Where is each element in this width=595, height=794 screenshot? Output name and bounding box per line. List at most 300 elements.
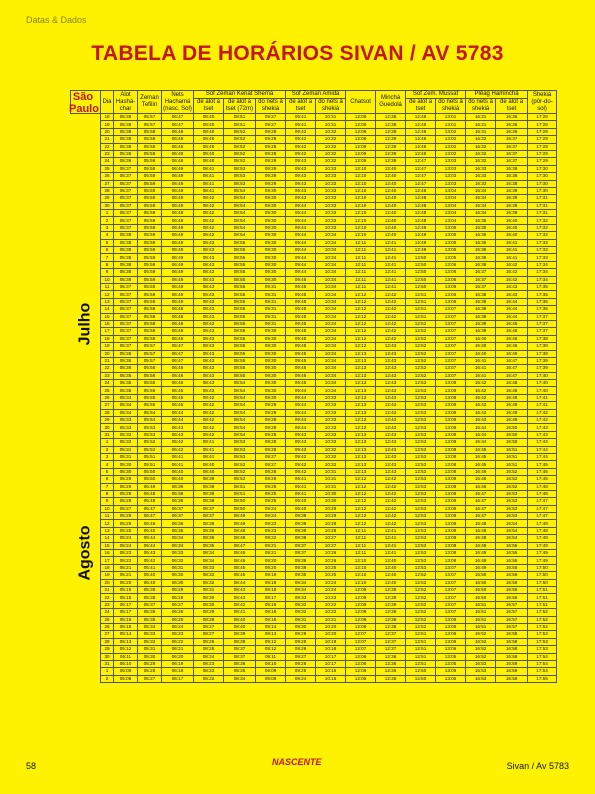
time-cell: 17:54 [528, 653, 557, 660]
time-cell: 12:11 [346, 239, 376, 246]
time-cell: 17:45 [528, 468, 557, 475]
time-cell: 09:26 [286, 660, 316, 667]
time-cell: 12:13 [346, 439, 376, 446]
time-cell: 12:12 [346, 298, 376, 305]
time-cell: 08:23 [194, 660, 224, 667]
table-body [71, 114, 557, 683]
time-cell: 06:48 [162, 313, 194, 320]
time-cell: 12:53 [406, 380, 436, 387]
time-cell: 12:08 [346, 128, 376, 135]
time-cell: 09:23 [256, 527, 286, 534]
month-cell [71, 276, 101, 283]
time-cell: 16:55 [496, 542, 528, 549]
time-cell: 08:42 [194, 210, 224, 217]
time-cell: 09:44 [286, 254, 316, 261]
time-cell: 10:34 [316, 372, 346, 379]
time-cell: 12:35 [376, 675, 406, 682]
time-cell: 12:36 [376, 668, 406, 675]
time-cell: 16:47 [496, 372, 528, 379]
time-cell: 05:59 [138, 195, 162, 202]
time-cell: 13:06 [436, 283, 466, 290]
time-cell: 05:59 [138, 247, 162, 254]
time-cell: 08:37 [224, 653, 256, 660]
time-cell: 08:54 [224, 394, 256, 401]
time-cell: 09:31 [256, 283, 286, 290]
time-cell: 16:50 [466, 579, 496, 586]
time-cell: 09:26 [256, 483, 286, 490]
time-cell: 08:48 [224, 535, 256, 542]
time-cell: 08:43 [194, 335, 224, 342]
month-cell [71, 232, 101, 239]
table-row [71, 291, 557, 298]
time-cell: 09:30 [256, 254, 286, 261]
table-row [71, 150, 557, 157]
time-cell: 05:50 [138, 476, 162, 483]
time-cell: 08:41 [194, 165, 224, 172]
time-cell: 08:53 [224, 439, 256, 446]
header-mussaf-b: do nets à shekiá [436, 99, 466, 114]
time-cell: 10:34 [316, 247, 346, 254]
time-cell: 09:28 [256, 431, 286, 438]
time-cell: 06:48 [162, 335, 194, 342]
time-cell: 10:32 [316, 143, 346, 150]
time-cell: 16:56 [496, 587, 528, 594]
time-cell: 08:52 [224, 150, 256, 157]
time-cell: 16:53 [496, 498, 528, 505]
time-cell: 12:49 [406, 239, 436, 246]
time-cell: 12:10 [346, 232, 376, 239]
time-cell: 08:36 [224, 660, 256, 667]
time-cell: 08:43 [194, 357, 224, 364]
time-cell: 16:52 [496, 483, 528, 490]
time-cell: 08:42 [194, 394, 224, 401]
time-cell: 05:31 [114, 453, 138, 460]
time-cell: 09:30 [256, 380, 286, 387]
time-cell: 13:08 [436, 446, 466, 453]
time-cell: 06:17 [162, 675, 194, 682]
time-cell: 16:52 [466, 646, 496, 653]
time-cell: 16:41 [466, 357, 496, 364]
time-cell: 12:40 [376, 217, 406, 224]
header-amida-b: do nets à shekiá [316, 99, 346, 114]
time-cell: 06:44 [162, 409, 194, 416]
time-cell: 17:51 [528, 601, 557, 608]
time-cell: 06:46 [162, 380, 194, 387]
time-cell: 16:39 [496, 210, 528, 217]
time-cell: 12:12 [346, 313, 376, 320]
time-cell: 10:33 [316, 439, 346, 446]
time-cell: 08:55 [224, 291, 256, 298]
time-cell: 09:24 [286, 675, 316, 682]
time-cell: 17:29 [528, 158, 557, 165]
time-cell: 13:05 [436, 224, 466, 231]
month-cell [71, 247, 101, 254]
time-cell: 12:52 [406, 609, 436, 616]
time-cell: 12:08 [346, 609, 376, 616]
time-cell: 09:29 [256, 409, 286, 416]
time-cell: 12:53 [406, 453, 436, 460]
table-row [71, 335, 557, 342]
time-cell: 09:42 [286, 453, 316, 460]
table-row [71, 343, 557, 350]
time-cell: 09:30 [256, 343, 286, 350]
time-cell: 17:31 [528, 210, 557, 217]
time-cell: 08:55 [224, 306, 256, 313]
time-cell: 12:40 [376, 572, 406, 579]
time-cell: 09:45 [286, 283, 316, 290]
time-cell: 12:50 [406, 276, 436, 283]
time-cell: 05:51 [138, 461, 162, 468]
table-row [71, 623, 557, 630]
time-cell: 16:45 [466, 446, 496, 453]
time-cell: 13:07 [436, 306, 466, 313]
time-cell: 08:40 [194, 143, 224, 150]
time-cell: 16:51 [466, 601, 496, 608]
time-cell: 09:34 [286, 579, 316, 586]
time-cell: 09:37 [286, 542, 316, 549]
time-cell: 08:42 [194, 409, 224, 416]
time-cell: 09:32 [286, 601, 316, 608]
time-cell: 05:59 [138, 298, 162, 305]
time-cell: 10:34 [316, 261, 346, 268]
time-cell: 17:31 [528, 195, 557, 202]
time-cell: 12:12 [346, 505, 376, 512]
time-cell: 16:40 [466, 335, 496, 342]
time-cell: 12:10 [346, 202, 376, 209]
time-cell: 06:49 [162, 217, 194, 224]
day-cell: 16 [101, 550, 114, 557]
time-cell: 17:36 [528, 298, 557, 305]
time-cell: 09:22 [256, 535, 286, 542]
time-cell: 08:55 [224, 343, 256, 350]
time-cell: 09:27 [256, 461, 286, 468]
time-cell: 06:49 [162, 254, 194, 261]
time-cell: 17:33 [528, 239, 557, 246]
day-cell: 13 [101, 527, 114, 534]
time-cell: 08:43 [224, 594, 256, 601]
time-cell: 13:05 [436, 653, 466, 660]
section-label: Datas & Dados [26, 15, 87, 25]
time-cell: 08:40 [194, 468, 224, 475]
time-cell: 06:43 [162, 424, 194, 431]
time-cell: 06:41 [162, 453, 194, 460]
time-cell: 05:53 [138, 431, 162, 438]
time-cell: 13:03 [436, 165, 466, 172]
time-cell: 17:39 [528, 350, 557, 357]
time-cell: 12:52 [406, 350, 436, 357]
time-cell: 10:20 [316, 631, 346, 638]
time-cell: 05:58 [138, 136, 162, 143]
time-cell: 05:35 [114, 372, 138, 379]
time-cell: 08:35 [194, 535, 224, 542]
time-cell: 05:34 [114, 394, 138, 401]
time-cell: 06:49 [162, 224, 194, 231]
time-cell: 05:26 [114, 520, 138, 527]
time-cell: 08:35 [194, 542, 224, 549]
time-cell: 12:42 [376, 513, 406, 520]
time-cell: 09:16 [256, 601, 286, 608]
time-cell: 17:28 [528, 114, 557, 121]
time-cell: 08:43 [194, 313, 224, 320]
time-cell: 17:39 [528, 365, 557, 372]
time-cell: 09:28 [256, 150, 286, 157]
time-cell: 10:33 [316, 195, 346, 202]
time-cell: 12:53 [406, 505, 436, 512]
time-cell: 09:09 [256, 668, 286, 675]
time-cell: 05:59 [138, 210, 162, 217]
time-cell: 05:36 [114, 357, 138, 364]
time-cell: 16:44 [496, 313, 528, 320]
time-cell: 12:38 [376, 623, 406, 630]
time-cell: 12:12 [346, 513, 376, 520]
time-cell: 06:49 [162, 210, 194, 217]
time-cell: 12:47 [406, 158, 436, 165]
table-row [71, 417, 557, 424]
time-cell: 09:42 [286, 128, 316, 135]
time-cell: 08:55 [224, 357, 256, 364]
time-cell: 16:42 [496, 276, 528, 283]
time-cell: 05:59 [138, 217, 162, 224]
time-cell: 08:47 [224, 542, 256, 549]
time-cell: 16:44 [496, 306, 528, 313]
time-cell: 09:17 [256, 594, 286, 601]
time-cell: 08:40 [194, 136, 224, 143]
time-cell: 13:08 [436, 424, 466, 431]
time-cell: 09:45 [286, 328, 316, 335]
time-cell: 12:51 [406, 306, 436, 313]
time-cell: 13:07 [436, 313, 466, 320]
header-amida: Sof Zeman Amidá [286, 91, 346, 99]
time-cell: 10:34 [316, 283, 346, 290]
time-cell: 05:22 [114, 557, 138, 564]
table-row [71, 476, 557, 483]
time-cell: 16:50 [496, 439, 528, 446]
time-cell: 16:45 [466, 453, 496, 460]
time-cell: 05:56 [138, 380, 162, 387]
time-cell: 08:54 [224, 224, 256, 231]
time-cell: 09:43 [286, 165, 316, 172]
time-cell: 08:50 [224, 505, 256, 512]
month-cell [71, 210, 101, 217]
time-cell: 08:51 [224, 114, 256, 121]
day-cell: 20 [101, 579, 114, 586]
time-cell: 12:12 [346, 328, 376, 335]
day-cell: 21 [101, 587, 114, 594]
header-amida-a: de alot a tset [286, 99, 316, 114]
time-cell: 13:04 [436, 210, 466, 217]
time-cell: 16:38 [466, 298, 496, 305]
time-cell: 12:53 [406, 490, 436, 497]
day-cell: 1 [101, 668, 114, 675]
time-cell: 12:06 [346, 668, 376, 675]
time-cell: 08:43 [194, 343, 224, 350]
time-cell: 16:55 [496, 550, 528, 557]
time-cell: 09:42 [286, 468, 316, 475]
time-cell: 08:40 [194, 150, 224, 157]
time-cell: 05:59 [138, 291, 162, 298]
time-cell: 12:40 [376, 564, 406, 571]
time-cell: 17:29 [528, 150, 557, 157]
time-cell: 08:49 [224, 520, 256, 527]
day-cell: 18 [101, 335, 114, 342]
time-cell: 16:52 [466, 638, 496, 645]
time-cell: 16:46 [496, 343, 528, 350]
time-cell: 05:54 [138, 409, 162, 416]
month-cell [71, 646, 101, 653]
day-cell: 3 [101, 224, 114, 231]
time-cell: 10:15 [316, 675, 346, 682]
table-row [71, 165, 557, 172]
time-cell: 17:37 [528, 328, 557, 335]
header-chatsot: Chatsot [346, 91, 376, 114]
time-cell: 09:44 [286, 224, 316, 231]
time-cell: 12:43 [376, 453, 406, 460]
time-cell: 06:24 [162, 623, 194, 630]
time-cell: 12:51 [406, 638, 436, 645]
time-cell: 16:31 [466, 121, 496, 128]
time-cell: 17:44 [528, 453, 557, 460]
time-cell: 10:25 [316, 572, 346, 579]
table-row [71, 505, 557, 512]
day-cell: 23 [101, 372, 114, 379]
time-cell: 16:59 [496, 675, 528, 682]
time-cell: 09:30 [256, 187, 286, 194]
time-cell: 17:40 [528, 372, 557, 379]
time-cell: 16:47 [466, 490, 496, 497]
day-cell: 3 [101, 453, 114, 460]
time-cell: 05:56 [138, 372, 162, 379]
time-cell: 13:06 [436, 298, 466, 305]
page-title: TABELA DE HORÁRIOS SIVAN / AV 5783 [91, 42, 504, 65]
time-cell: 12:12 [346, 483, 376, 490]
month-cell [71, 439, 101, 446]
time-cell: 09:45 [286, 276, 316, 283]
time-cell: 05:19 [114, 587, 138, 594]
time-cell: 16:42 [466, 394, 496, 401]
table-row [71, 232, 557, 239]
time-cell: 06:43 [162, 431, 194, 438]
time-cell: 08:32 [194, 572, 224, 579]
time-cell: 10:27 [316, 542, 346, 549]
time-cell: 08:39 [224, 631, 256, 638]
time-cell: 05:59 [138, 224, 162, 231]
time-cell: 09:28 [256, 446, 286, 453]
time-cell: 16:44 [466, 431, 496, 438]
time-cell: 16:39 [466, 313, 496, 320]
time-cell: 05:53 [138, 424, 162, 431]
table-row [71, 276, 557, 283]
time-cell: 10:24 [316, 579, 346, 586]
time-cell: 05:42 [138, 557, 162, 564]
day-cell: 6 [101, 247, 114, 254]
time-cell: 08:40 [194, 121, 224, 128]
day-cell: 18 [101, 114, 114, 121]
time-cell: 12:49 [406, 232, 436, 239]
time-cell: 16:46 [496, 350, 528, 357]
time-cell: 06:23 [162, 631, 194, 638]
time-cell: 08:53 [224, 180, 256, 187]
time-cell: 06:30 [162, 579, 194, 586]
time-cell: 13:04 [436, 217, 466, 224]
time-cell: 09:31 [256, 298, 286, 305]
time-cell: 10:28 [316, 527, 346, 534]
time-cell: 10:18 [316, 646, 346, 653]
day-cell: 1 [101, 439, 114, 446]
time-cell: 05:37 [114, 328, 138, 335]
table-row [71, 350, 557, 357]
time-cell: 09:30 [256, 350, 286, 357]
time-cell: 12:46 [406, 150, 436, 157]
time-cell: 08:52 [224, 136, 256, 143]
day-cell: 9 [101, 498, 114, 505]
time-cell: 08:43 [194, 365, 224, 372]
time-cell: 13:05 [436, 668, 466, 675]
time-cell: 05:37 [114, 187, 138, 194]
time-cell: 05:13 [114, 638, 138, 645]
time-cell: 12:53 [406, 394, 436, 401]
time-cell: 12:42 [376, 335, 406, 342]
table-row [71, 180, 557, 187]
time-cell: 13:02 [436, 143, 466, 150]
time-cell: 16:36 [466, 254, 496, 261]
day-cell: 30 [101, 653, 114, 660]
time-cell: 12:53 [406, 424, 436, 431]
time-cell: 12:06 [346, 660, 376, 667]
time-cell: 12:52 [406, 372, 436, 379]
time-cell: 16:32 [466, 158, 496, 165]
time-cell: 17:44 [528, 439, 557, 446]
header-plag-b: de alot a tset [496, 99, 528, 114]
time-cell: 16:35 [466, 217, 496, 224]
time-cell: 05:43 [138, 550, 162, 557]
time-cell: 05:28 [138, 668, 162, 675]
time-cell: 13:03 [436, 158, 466, 165]
time-cell: 16:48 [466, 520, 496, 527]
time-cell: 06:49 [162, 283, 194, 290]
time-cell: 12:09 [346, 150, 376, 157]
time-cell: 12:50 [406, 261, 436, 268]
time-cell: 10:34 [316, 380, 346, 387]
time-cell: 16:48 [496, 387, 528, 394]
time-cell: 10:34 [316, 239, 346, 246]
time-cell: 10:34 [316, 291, 346, 298]
time-cell: 17:37 [528, 313, 557, 320]
time-cell: 17:53 [528, 638, 557, 645]
time-cell: 12:12 [346, 320, 376, 327]
table-row [71, 646, 557, 653]
header-alot: Alot Hashá-char [114, 91, 138, 114]
time-cell: 08:52 [224, 158, 256, 165]
time-cell: 13:06 [436, 291, 466, 298]
month-cell [71, 158, 101, 165]
time-cell: 10:27 [316, 535, 346, 542]
time-cell: 08:42 [194, 402, 224, 409]
time-cell: 05:55 [138, 394, 162, 401]
time-cell: 12:42 [376, 498, 406, 505]
time-cell: 10:22 [316, 609, 346, 616]
time-cell: 16:41 [496, 239, 528, 246]
time-cell: 16:34 [466, 195, 496, 202]
time-cell: 09:45 [286, 350, 316, 357]
time-cell: 08:43 [194, 283, 224, 290]
time-cell: 12:43 [376, 350, 406, 357]
time-cell: 12:53 [406, 431, 436, 438]
day-cell: 26 [101, 394, 114, 401]
time-cell: 13:07 [436, 357, 466, 364]
time-cell: 06:49 [162, 187, 194, 194]
time-cell: 10:24 [316, 587, 346, 594]
time-cell: 12:10 [346, 180, 376, 187]
